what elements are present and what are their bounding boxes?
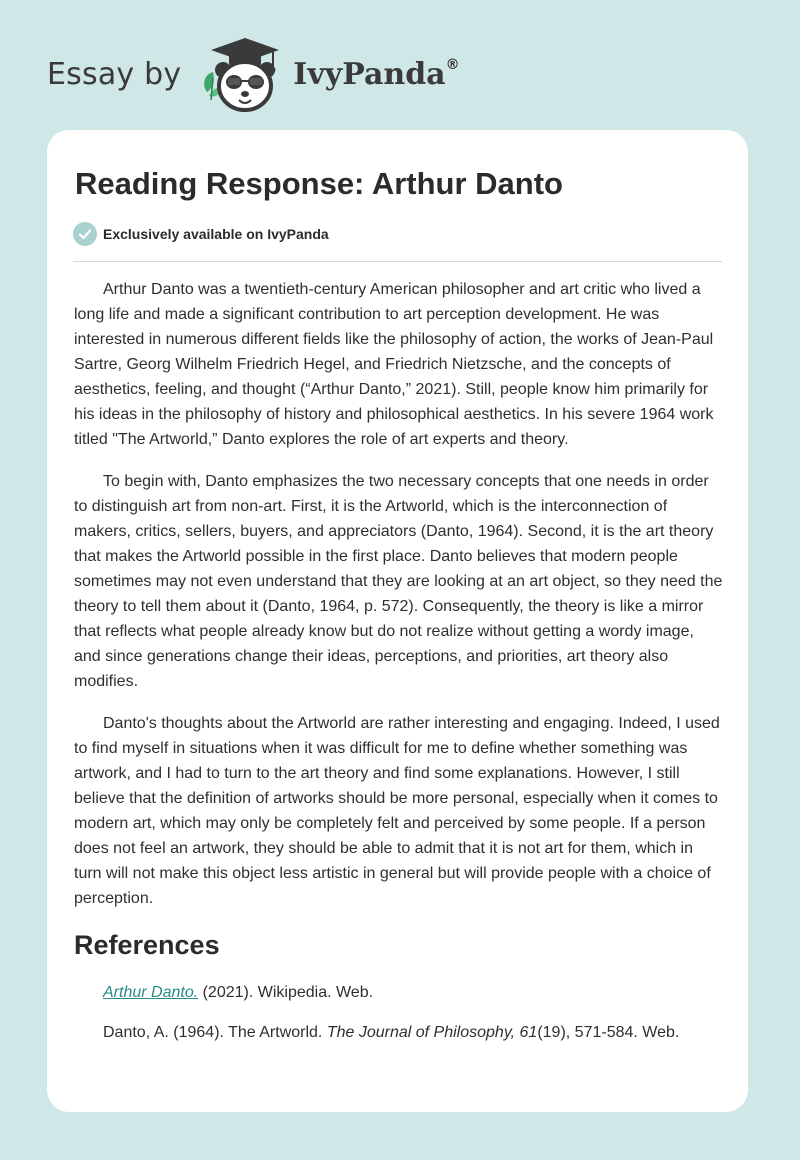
paragraph: Arthur Danto was a twentieth-century American philosopher and art critic who lived a long life and made a significant contribution to art perception development. He was interested in numerous different fields like the philosophy of action, the works of Jean-Paul Sartre, Georg Wilhelm Friedrich Hegel, and Friedrich Nietzsche, and the concepts of aesthetics, feeling, and thought (“Arthur Danto,” 2021). Still, people know him primarily for his ideas in the philosophy of history and philosophical aesthetics. In his severe 1964 work titled "The Artworld,” Danto explores the role of art experts and theory. [74,281,714,448]
exclusive-badge [73,222,329,246]
site-header [47,34,460,114]
reference-item [74,980,724,1005]
badge-label: Exclusively available on IvyPanda [103,226,329,242]
panda-logo-icon[interactable] [199,34,291,114]
reference-journal: The Journal of Philosophy, 61 [326,1024,538,1041]
essay-by-label: Essay by [47,56,182,92]
brand-name[interactable]: IvyPanda® [293,56,460,92]
article-body [74,277,724,1060]
reference-text: (2021). Wikipedia. Web. [198,984,374,1001]
page-title: Reading Response: Arthur Danto [75,166,563,201]
article-card [47,130,748,1112]
paragraph: Danto's thoughts about the Artworld are rather interesting and engaging. Indeed, I used to find myself in situations when it was difficult for me to define whether something was artwork, and I had to turn to the art theory and find some explanations. However, I still believe that the definition of artworks should be more personal, especially when it comes to modern art, which may only be completely felt and perceived by some people. If a person does not feel an artwork, they should be able to admit that it is not art for them, which in turn will not make this object less artistic in general but will provide people with a choice of perception. [74,715,720,907]
reference-link[interactable]: Arthur Danto. [103,984,199,1001]
reference-text: (19), 571-584. Web. [537,1024,680,1041]
divider [73,261,722,262]
references-heading: References [74,930,220,960]
paragraph: To begin with, Danto emphasizes the two necessary concepts that one needs in order to distinguish art from non-art. First, it is the Artworld, which is the interconnection of makers, critics, sellers, buyers, and appreciators (Danto, 1964). Second, it is the art theory that makes the Artworld possible in the first place. Danto believes that modern people sometimes may not even understand that they are looking at an art object, so they need the theory to tell them about it (Danto, 1964, p. 572). Consequently, the theory is like a mirror that reflects what people already know but do not realize without getting a wordy image, and since generations change their ideas, perceptions, and priorities, art theory also modifies. [74,473,723,690]
reference-item [74,1020,724,1045]
reference-text: Danto, A. (1964). The Artworld. [103,1024,327,1041]
check-icon [73,222,97,246]
